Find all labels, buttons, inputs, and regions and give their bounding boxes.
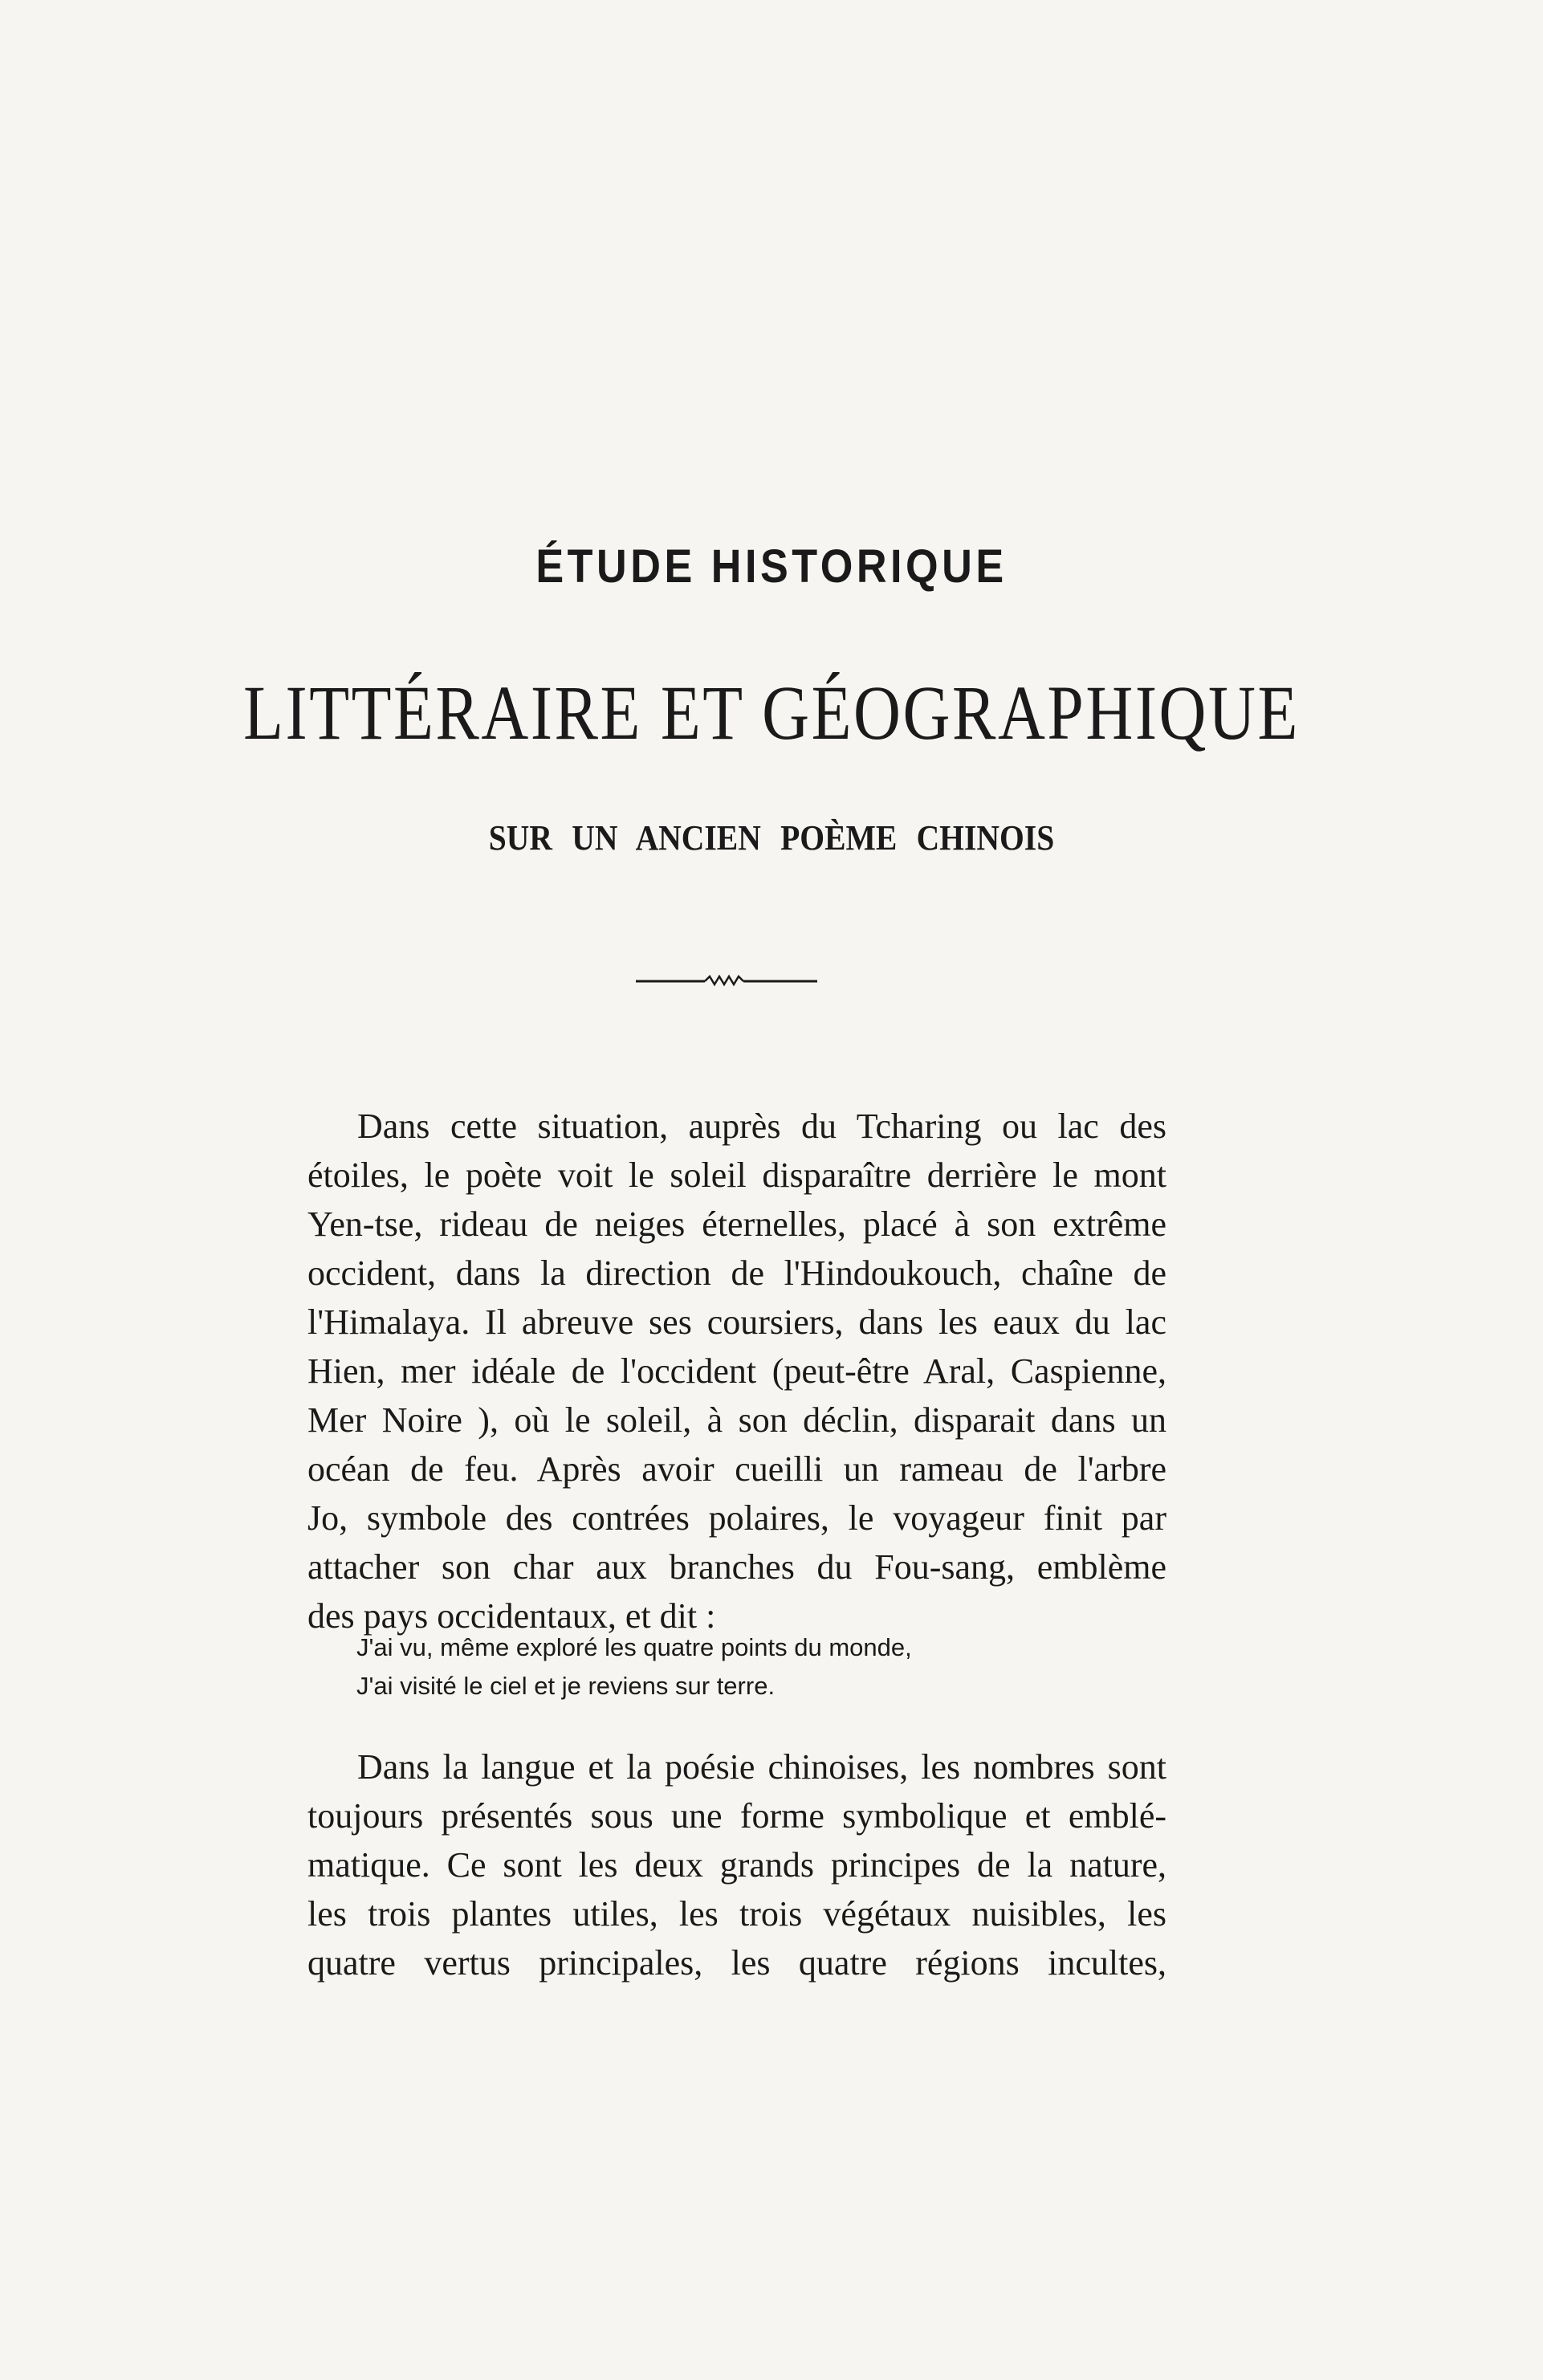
paragraph-2: [307, 1742, 1166, 1987]
text-line: Jo, symbole des contrées polaires, le voyageur finit par: [307, 1498, 1166, 1538]
text-line: océan de feu. Après avoir cueilli un rameau de l'arbre: [307, 1449, 1166, 1489]
text-line: étoiles, le poète voit le soleil disparaître derrière le mont: [307, 1155, 1166, 1195]
paragraph-1: [307, 1102, 1166, 1640]
text-line: Dans cette situation, auprès du Tcharing ou lac des: [357, 1106, 1166, 1146]
text-line: Yen-tse, rideau de neiges éternelles, placé à son extrême: [307, 1204, 1166, 1244]
text-line: attacher son char aux branches du Fou-sang, emblème: [307, 1547, 1166, 1587]
heading-line-1: ÉTUDE HISTORIQUE: [535, 540, 1008, 593]
text-line: des pays occidentaux, et dit :: [307, 1596, 716, 1636]
text-line: Hien, mer idéale de l'occident (peut-être Aral, Caspienne,: [307, 1351, 1166, 1391]
text-line: Mer Noire ), où le soleil, à son déclin, disparait dans un: [307, 1400, 1166, 1440]
text-line: matique. Ce sont les deux grands principes de la nature,: [307, 1845, 1166, 1885]
text-line: l'Himalaya. Il abreuve ses coursiers, dans les eaux du lac: [307, 1302, 1166, 1342]
text-line: Dans la langue et la poésie chinoises, les nombres sont: [357, 1747, 1166, 1787]
text-line: les trois plantes utiles, les trois végétaux nuisibles, les: [307, 1894, 1166, 1934]
ornament-divider: [634, 964, 819, 996]
heading-line-3: SUR UN ANCIEN POÈME CHINOIS: [488, 818, 1055, 858]
verse-line: J'ai vu, même exploré les quatre points du monde,: [356, 1633, 912, 1661]
verse-line: J'ai visité le ciel et je reviens sur terre.: [356, 1672, 776, 1700]
text-line: toujours présentés sous une forme symbolique et emblé-: [307, 1796, 1166, 1836]
text-line: quatre vertus principales, les quatre régions incultes,: [307, 1943, 1166, 1983]
text-line: occident, dans la direction de l'Hindoukouch, chaîne de: [307, 1253, 1166, 1293]
verse-quote: [356, 1628, 1079, 1706]
heading-line-2: LITTÉRAIRE ET GÉOGRAPHIQUE: [243, 670, 1300, 756]
